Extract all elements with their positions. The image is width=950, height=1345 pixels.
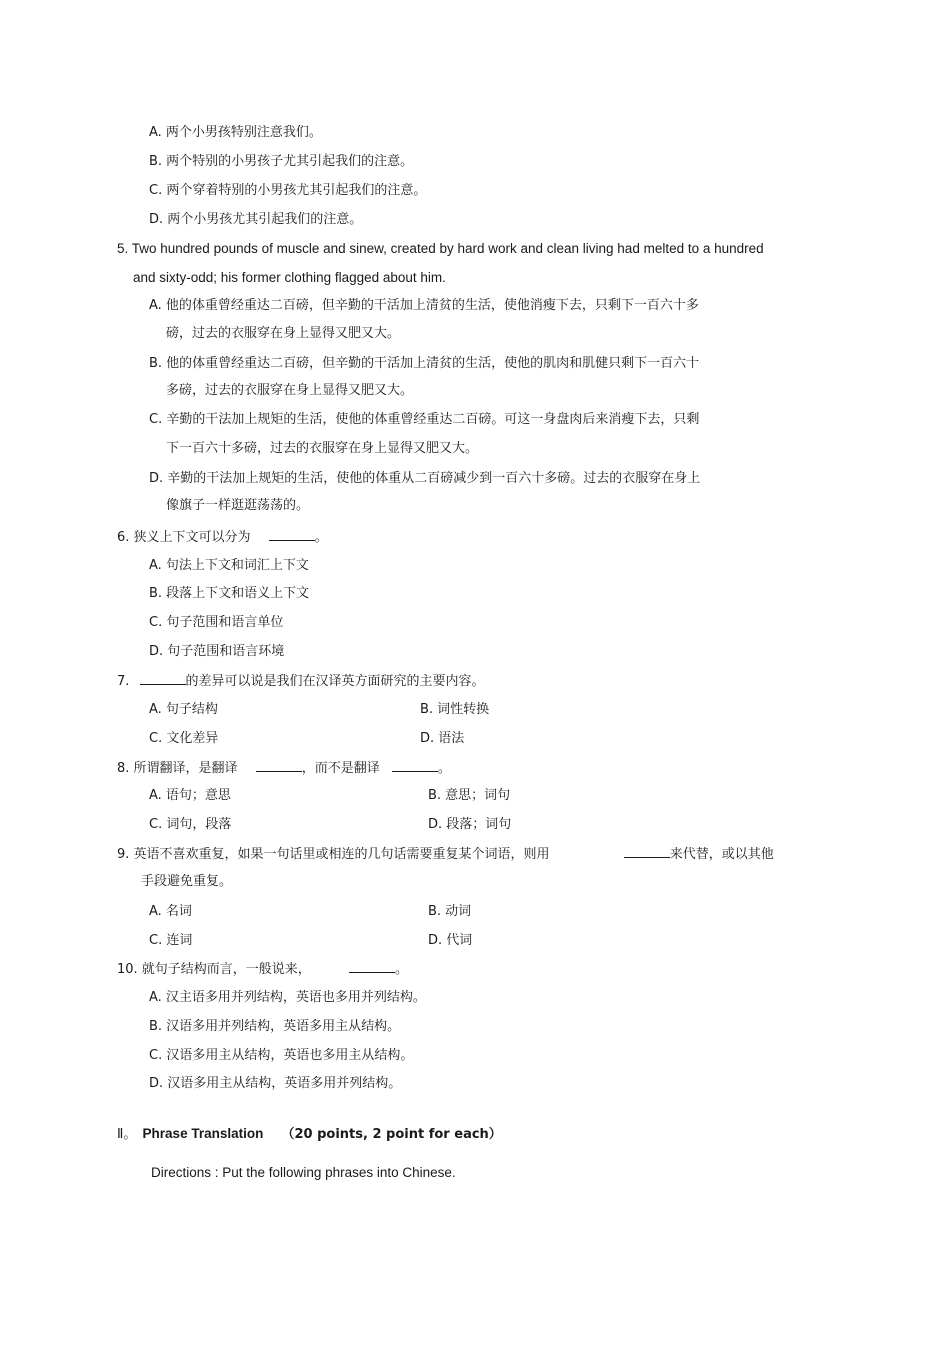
q6-stem (117, 528, 328, 546)
q7-answer-blank[interactable] (140, 672, 186, 685)
q7-number: 7. (117, 674, 130, 689)
q10-stem-end: 。 (394, 962, 408, 977)
q9-stem-line2: 手段避免重复。 (141, 874, 233, 889)
q5-option-b-line1: B. 他的体重曾经重达二百磅，但辛勤的干活加上清贫的生活，使他的肌肉和肌健只剩下一百六十 (149, 356, 700, 371)
q5-stem-line2: and sixty-odd; his former clothing flagged about him. (133, 270, 446, 285)
q8-stem-text: 8. 所谓翻译，是翻译 (117, 761, 238, 776)
q9-stem-text: 9. 英语不喜欢重复，如果一句话里或相连的几句话需要重复某个词语，则用 (117, 847, 550, 862)
section-2-numeral: Ⅱ。 (117, 1127, 137, 1142)
q8-stem-mid: ，而不是翻译 (301, 761, 380, 776)
q8-option-b: B. 意思；词句 (428, 788, 511, 803)
q10-option-b: B. 汉语多用并列结构，英语多用主从结构。 (149, 1019, 401, 1034)
section-2-heading (117, 1125, 502, 1143)
q8-stem-end: 。 (437, 761, 451, 776)
q5-option-b-line2: 多磅，过去的衣服穿在身上显得又肥又大。 (166, 383, 414, 398)
q9-option-a: A. 名词 (149, 904, 192, 919)
q8-option-c: C. 词句，段落 (149, 817, 232, 832)
q8-option-a: A. 语句；意思 (149, 788, 231, 803)
q6-option-c: C. 句子范围和语言单位 (149, 615, 284, 630)
q4-option-c: C. 两个穿着特别的小男孩尤其引起我们的注意。 (149, 183, 427, 198)
q7-stem-text: 的差异可以说是我们在汉译英方面研究的主要内容。 (185, 674, 485, 689)
q4-option-b: B. 两个特别的小男孩子尤其引起我们的注意。 (149, 154, 414, 169)
q9-option-c: C. 连词 (149, 933, 193, 948)
q9-answer-blank[interactable] (624, 845, 670, 858)
q7-stem (117, 672, 485, 690)
section-2-points: （20 points, 2 point for each） (281, 1127, 502, 1142)
q5-option-a-line2: 磅，过去的衣服穿在身上显得又肥又大。 (166, 326, 401, 341)
q7-option-b: B. 词性转换 (420, 702, 490, 717)
q4-option-d: D. 两个小男孩尤其引起我们的注意。 (149, 212, 363, 227)
q5-option-a-line1: A. 他的体重曾经重达二百磅，但辛勤的干活加上清贫的生活，使他消瘦下去，只剩下一百六十多 (149, 298, 699, 313)
q5-option-c-line1: C. 辛勤的干法加上规矩的生活，使他的体重曾经重达二百磅。可这一身盘肉后来消瘦下去，只剩 (149, 412, 700, 427)
q10-option-d: D. 汉语多用主从结构，英语多用并列结构。 (149, 1076, 402, 1091)
q7-option-a: A. 句子结构 (149, 702, 218, 717)
q10-stem-text: 10. 就句子结构而言，一般说来， (117, 962, 311, 977)
q6-stem-end: 。 (314, 530, 328, 545)
q6-option-b: B. 段落上下文和语义上下文 (149, 586, 310, 601)
q8-stem (117, 759, 451, 777)
q8-answer-blank-1[interactable] (256, 759, 302, 772)
q7-option-c: C. 文化差异 (149, 731, 219, 746)
q9-option-d: D. 代词 (428, 933, 473, 948)
section-2-title: Phrase Translation (142, 1126, 264, 1141)
section-2-directions: Directions : Put the following phrases into Chinese. (151, 1165, 456, 1180)
q6-answer-blank[interactable] (269, 528, 315, 541)
q5-option-d-line2: 像旗子一样逛逛荡荡的。 (166, 498, 310, 513)
q9-stem-end: 来代替，或以其他 (669, 847, 774, 862)
q5-option-d-line1: D. 辛勤的干法加上规矩的生活，使他的体重从二百磅减少到一百六十多磅。过去的衣服穿在身上 (149, 471, 701, 486)
q6-option-a: A. 句法上下文和词汇上下文 (149, 558, 309, 573)
q5-option-c-line2: 下一百六十多磅，过去的衣服穿在身上显得又肥又大。 (166, 441, 479, 456)
q8-option-d: D. 段落；词句 (428, 817, 512, 832)
q6-stem-text: 6. 狭义上下文可以分为 (117, 530, 251, 545)
q10-stem (117, 960, 408, 978)
q6-option-d: D. 句子范围和语言环境 (149, 644, 285, 659)
q8-answer-blank-2[interactable] (392, 759, 438, 772)
q10-option-c: C. 汉语多用主从结构，英语也多用主从结构。 (149, 1048, 414, 1063)
q9-stem-line1 (117, 845, 774, 863)
q10-answer-blank[interactable] (349, 960, 395, 973)
q4-option-a: A. 两个小男孩特别注意我们。 (149, 125, 322, 140)
q10-option-a: A. 汉主语多用并列结构，英语也多用并列结构。 (149, 990, 426, 1005)
q9-option-b: B. 动词 (428, 904, 472, 919)
q7-option-d: D. 语法 (420, 731, 465, 746)
q5-stem-line1: 5. Two hundred pounds of muscle and sinew, created by hard work and clean living had melted to a hundred (117, 241, 764, 256)
